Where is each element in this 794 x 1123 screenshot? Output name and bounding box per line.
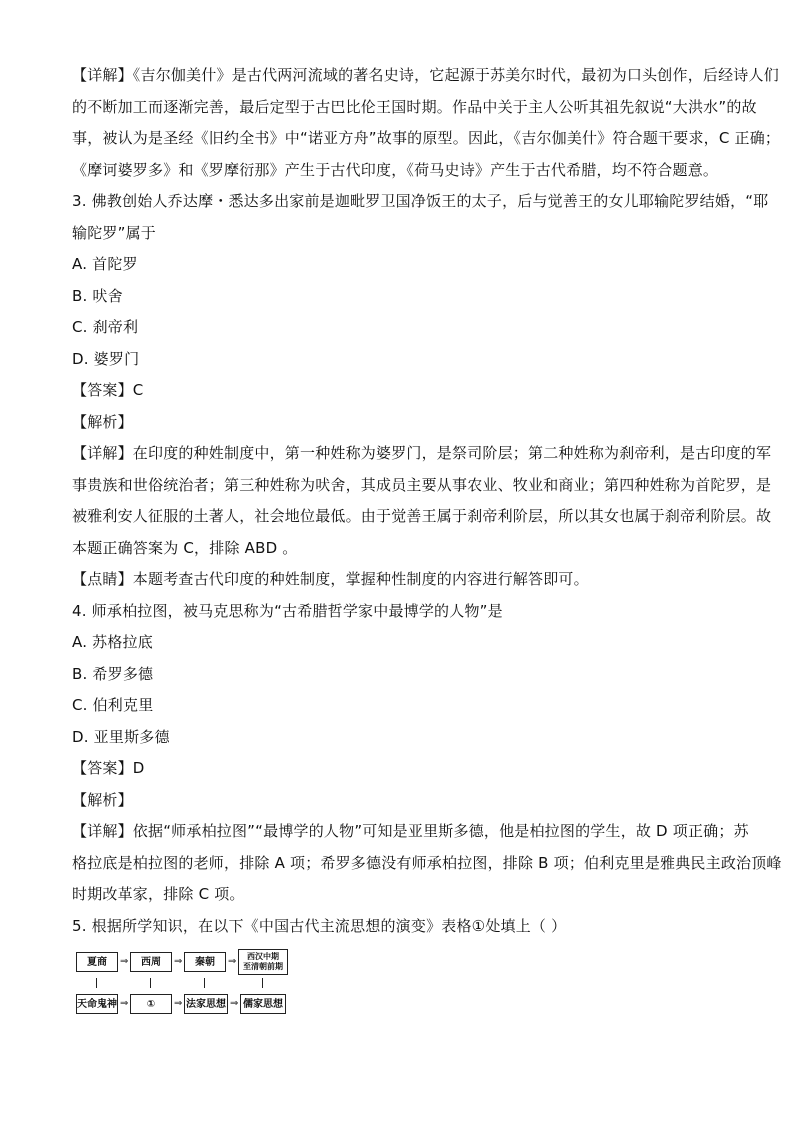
arrow-right-icon: ⇒ — [120, 998, 129, 1009]
explanation-line: 事贵族和世俗统治者；第三种姓称为吠舍，其成员主要从事农业、牧业和商业；第四种姓称为首陀罗，是 — [72, 475, 772, 494]
question-3-answer: 【答案】C — [72, 381, 144, 399]
question-4-option-c: C. 伯利克里 — [72, 696, 154, 714]
arrow-down-icon — [262, 978, 263, 988]
question-5-stem: 5. 根据所学知识，在以下《中国古代主流思想的演变》表格①处填上（ ） — [72, 916, 567, 935]
box-blank-1: ① — [130, 994, 172, 1014]
question-4-option-b: B. 希罗多德 — [72, 664, 154, 683]
arrow-down-icon — [96, 978, 97, 988]
explanation-line: 【详解】在印度的种姓制度中，第一种姓称为婆罗门，是祭司阶层；第二种姓称为刹帝利，是古印度的军 — [72, 444, 772, 462]
period-start-label: 西汉中期 — [247, 952, 279, 961]
arrow-down-icon — [150, 978, 151, 988]
explanation-line: 事，被认为是圣经《旧约全书》中“诺亚方舟”故事的原型。因此，《吉尔伽美什》符合题干要求，C 正确； — [72, 129, 781, 147]
box-xia-shang: 夏商 — [76, 952, 118, 972]
document-page — [72, 60, 782, 1032]
box-qin-chao: 秦朝 — [184, 952, 226, 972]
box-confucianism: 儒家思想 — [240, 994, 286, 1014]
explanation-line: 《摩诃婆罗多》和《罗摩衍那》产生于古代印度，《荷马史诗》产生于古代希腊，均不符合题意。 — [72, 160, 719, 179]
explanation-line: 格拉底是柏拉图的老师，排除 A 项；希罗多德没有师承柏拉图，排除 B 项；伯利克里是雅典民主政治顶峰 — [72, 853, 782, 872]
question-4-stem: 4. 师承柏拉图，被马克思称为“古希腊哲学家中最博学的人物”是 — [72, 601, 503, 620]
explanation-line: 【详解】《吉尔伽美什》是古代两河流域的著名史诗，它起源于苏美尔时代，最初为口头创作，后经诗人们 — [72, 66, 779, 84]
question-3-option-c: C. 刹帝利 — [72, 318, 139, 336]
arrow-right-icon: ⇒ — [120, 956, 129, 967]
question-3-option-b: B. 吠舍 — [72, 286, 123, 305]
arrow-right-icon: ⇒ — [174, 956, 183, 967]
box-xi-zhou: 西周 — [130, 952, 172, 972]
box-han-to-qing — [238, 949, 288, 975]
explanation-line: 被雅利安人征服的土著人，社会地位最低。由于觉善王属于刹帝利阶层，所以其女也属于刹帝利阶层。故 — [72, 507, 772, 525]
arrow-right-icon: ⇒ — [230, 998, 239, 1009]
arrow-down-icon — [204, 978, 205, 988]
box-tianming-guishen: 天命鬼神 — [76, 994, 118, 1014]
key-point-line: 【点睛】本题考查古代印度的种姓制度，掌握种性制度的内容进行解答即可。 — [72, 570, 589, 588]
arrow-right-icon: ⇒ — [174, 998, 183, 1009]
question-3-option-a: A. 首陀罗 — [72, 255, 138, 273]
question-4-analysis-label: 【解析】 — [72, 790, 133, 809]
arrow-right-icon: ⇒ — [228, 956, 237, 967]
explanation-line: 时期改革家，排除 C 项。 — [72, 885, 245, 903]
question-3-stem: 输陀罗”属于 — [72, 223, 156, 242]
explanation-line: 的不断加工而逐渐完善，最后定型于古巴比伦王国时期。作品中关于主人公听其祖先叙说“大洪水”的故 — [72, 97, 757, 116]
question-4-option-d: D. 亚里斯多德 — [72, 727, 170, 746]
question-3-analysis-label: 【解析】 — [72, 412, 133, 431]
box-legalism: 法家思想 — [184, 994, 228, 1014]
explanation-line: 本题正确答案为 C，排除 ABD 。 — [72, 538, 298, 557]
question-3-stem: 3. 佛教创始人乔达摩・悉达多出家前是迦毗罗卫国净饭王的太子，后与觉善王的女儿耶输陀罗结婚，“耶 — [72, 192, 769, 210]
question-4-option-a: A. 苏格拉底 — [72, 633, 153, 651]
question-3-option-d: D. 婆罗门 — [72, 349, 140, 368]
explanation-line: 【详解】依据“师承柏拉图”“最博学的人物”可知是亚里斯多德，他是柏拉图的学生，故 D 项正确；苏 — [72, 822, 749, 840]
period-end-label: 至清朝前期 — [243, 962, 283, 971]
thought-evolution-diagram — [76, 952, 286, 1032]
question-4-answer: 【答案】D — [72, 759, 145, 777]
